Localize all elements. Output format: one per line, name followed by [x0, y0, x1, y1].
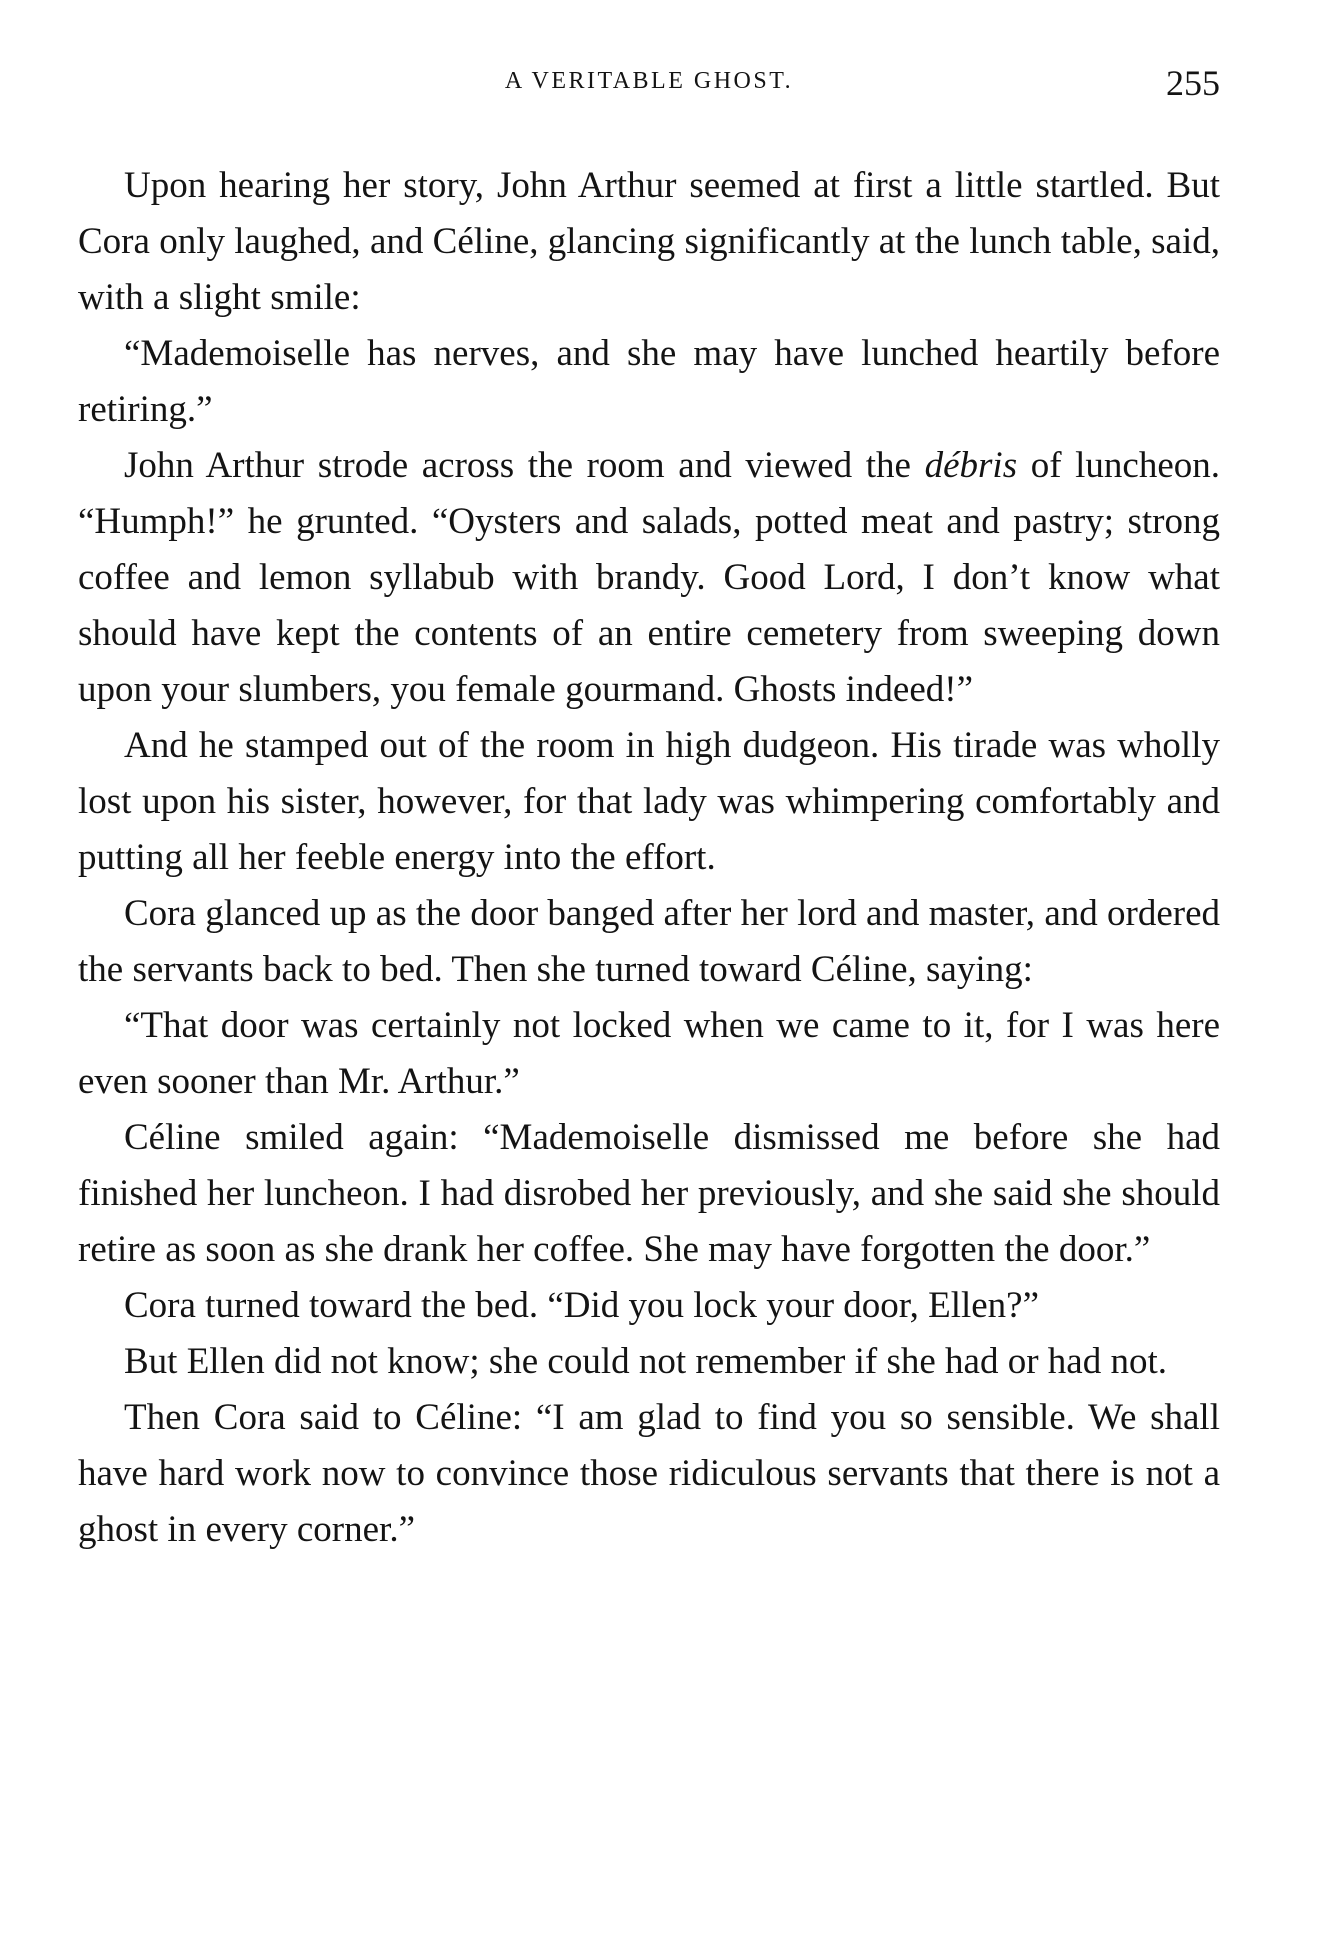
paragraph: Céline smiled again: “Mademoiselle dismissed me before she had finished her luncheon. I had disrobed her previously, and she said she should retire as soon as she drank her coffee. She may have forgotten the door.”: [78, 1117, 1220, 1270]
paragraph: But Ellen did not know; she could not remember if she had or had not.: [124, 1341, 1167, 1382]
paragraph: Then Cora said to Céline: “I am glad to find you so sensible. We shall have hard work now to convince those ridiculous servants that there is not a ghost in every corner.”: [78, 1397, 1220, 1550]
body-text: [78, 158, 1220, 1558]
paragraph: “Mademoiselle has nerves, and she may have lunched heartily before retiring.”: [78, 333, 1220, 430]
paragraph: And he stamped out of the room in high dudgeon. His tirade was wholly lost upon his sister, however, for that lady was whimpering comfortably and putting all her feeble energy into the effort.: [78, 725, 1220, 878]
running-head: [78, 62, 1220, 106]
paragraph-text: John Arthur strode across the room and viewed the: [124, 445, 925, 486]
paragraph: Cora turned toward the bed. “Did you lock your door, Ellen?”: [124, 1285, 1040, 1326]
paragraph: Upon hearing her story, John Arthur seemed at first a little startled. But Cora only laughed, and Céline, glancing significantly at the lunch table, said, with a slight smile:: [78, 165, 1220, 318]
italic-word: débris: [924, 445, 1018, 486]
page-number: 255: [1166, 63, 1220, 103]
paragraph: Cora glanced up as the door banged after her lord and master, and ordered the servants back to bed. Then she turned toward Céline, saying:: [78, 893, 1220, 990]
paragraph: “That door was certainly not locked when we came to it, for I was here even sooner than Mr. Arthur.”: [78, 1005, 1220, 1102]
paragraph: [78, 438, 1220, 718]
running-title: A VERITABLE GHOST.: [504, 68, 794, 94]
paragraph-text: of luncheon. “Humph!” he grunted. “Oysters and salads, potted meat and pastry; strong coffee and lemon syllabub with brandy. Good Lord, I don’t know what should have kept the contents of an entire cemetery from sweeping down upon your slumbers, you female gourmand. Ghosts indeed!”: [78, 445, 1220, 710]
